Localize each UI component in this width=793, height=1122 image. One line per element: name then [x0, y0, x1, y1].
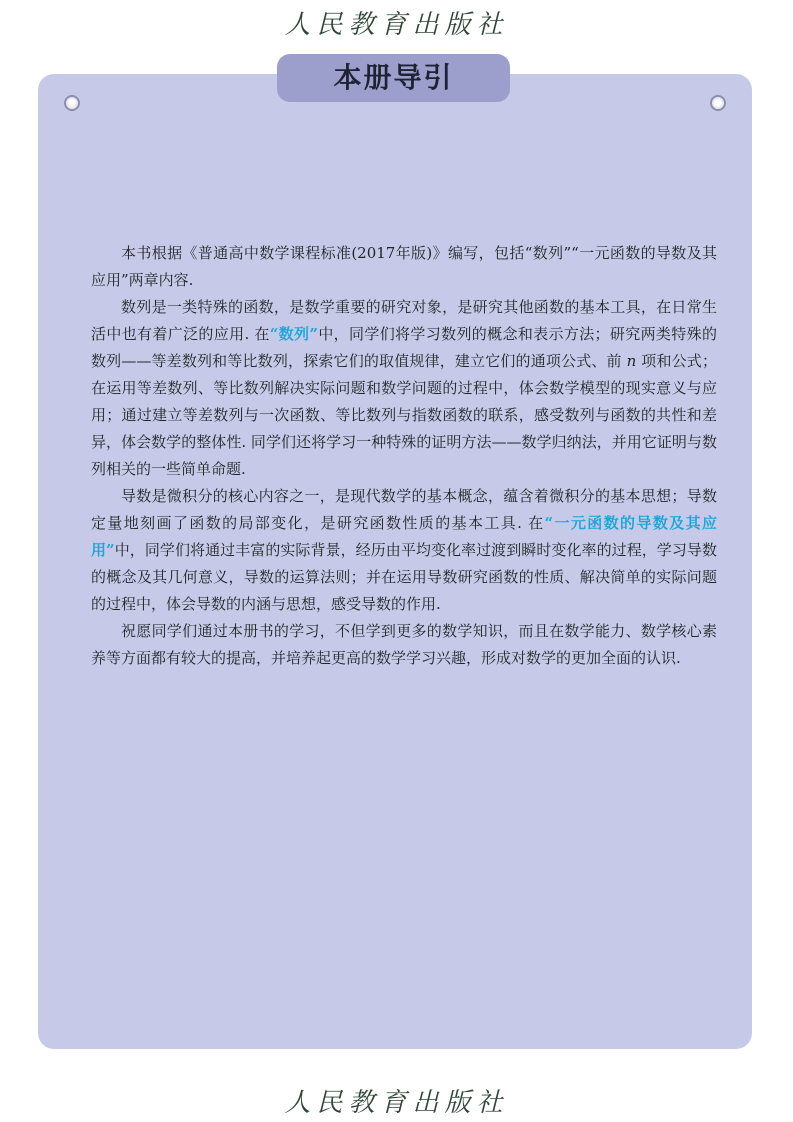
paragraph-2: [91, 294, 717, 483]
publisher-logo-top: 人民教育出版社: [284, 10, 509, 40]
page-title: 本册导引: [277, 54, 510, 102]
intro-text: [91, 240, 717, 672]
variable-n: n: [626, 352, 637, 370]
chapter-highlight-derivative: “一元函数的导数及其应用”: [91, 514, 717, 559]
binder-ring-right-icon: [710, 95, 726, 111]
publisher-logo-bottom: 人民教育出版社: [284, 1088, 509, 1118]
paragraph-3: [91, 483, 717, 618]
paragraph-4: 祝愿同学们通过本册书的学习，不但学到更多的数学知识，而且在数学能力、数学核心素养等方面都有较大的提高，并培养起更高的数学学习兴趣，形成对数学的更加全面的认识.: [91, 622, 717, 667]
paragraph-2-part-c: 项和公式；在运用等差数列、等比数列解决实际问题和数学问题的过程中，体会数学模型的现实意义与应用；通过建立等差数列与一次函数、等比数列与指数函数的联系，感受数列与函数的共性和差异，体会数学的整体性. 同学们还将学习一种特殊的证明方法——数学归纳法，并用它证明与数列相关的一些简单命题.: [91, 352, 717, 478]
paragraph-2-part-a: 数列是一类特殊的函数，是数学重要的研究对象，是研究其他函数的基本工具，在日常生活中也有着广泛的应用. 在: [91, 298, 717, 343]
paragraph-1: 本书根据《普通高中数学课程标准(2017年版)》编写，包括“数列”“一元函数的导数及其应用”两章内容.: [91, 244, 717, 289]
binder-ring-left-icon: [64, 95, 80, 111]
paragraph-2-part-b: 中，同学们将学习数列的概念和表示方法；研究两类特殊的数列——等差数列和等比数列，探索它们的取值规律，建立它们的通项公式、前: [91, 325, 717, 370]
paragraph-3-part-b: 中，同学们将通过丰富的实际背景，经历由平均变化率过渡到瞬时变化率的过程，学习导数的概念及其几何意义，导数的运算法则；并在运用导数研究函数的性质、解决简单的实际问题的过程中，体会导数的内涵与思想，感受导数的作用.: [91, 541, 717, 613]
chapter-highlight-sequence: “数列”: [269, 325, 318, 343]
paragraph-3-part-a: 导数是微积分的核心内容之一，是现代数学的基本概念，蕴含着微积分的基本思想；导数定量地刻画了函数的局部变化，是研究函数性质的基本工具. 在: [91, 487, 717, 532]
